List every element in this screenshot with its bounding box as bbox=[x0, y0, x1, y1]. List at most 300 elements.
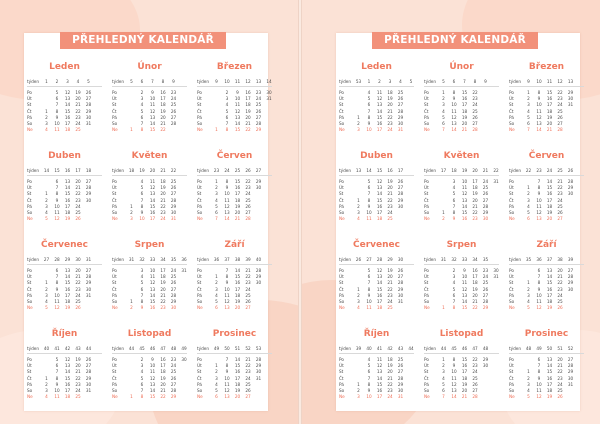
day-rows bbox=[339, 357, 414, 400]
weekday-row bbox=[112, 127, 187, 133]
week-number: 44 bbox=[440, 346, 447, 351]
day-cell: 20 bbox=[245, 114, 251, 120]
week-number: 18 bbox=[128, 168, 135, 173]
day-cell: 14 bbox=[234, 268, 241, 273]
day-rows bbox=[112, 179, 187, 222]
day-cell: 24 bbox=[557, 381, 563, 387]
day-cell: 1 bbox=[357, 286, 360, 292]
day-cell: 18 bbox=[546, 108, 553, 114]
week-number: 24 bbox=[224, 168, 230, 173]
day-cell: 7 bbox=[367, 375, 371, 381]
month-block bbox=[339, 329, 414, 418]
week-number: 29 bbox=[387, 257, 393, 262]
day-cell: 18 bbox=[546, 298, 553, 304]
month-block bbox=[509, 240, 584, 329]
day-cell: 16 bbox=[461, 96, 468, 102]
month-name: Listopad bbox=[127, 329, 172, 339]
weekday-label: Ne bbox=[27, 394, 33, 400]
day-cell: 29 bbox=[397, 381, 404, 387]
day-cell: 3 bbox=[442, 102, 445, 108]
week-number: 22 bbox=[170, 168, 177, 173]
day-cell: 9 bbox=[537, 191, 541, 197]
day-cell: 15 bbox=[234, 274, 241, 280]
weekday-label: Po bbox=[27, 357, 32, 362]
day-cell: 5 bbox=[55, 90, 59, 95]
day-cell: 5 bbox=[452, 286, 456, 292]
week-label: týden bbox=[424, 168, 437, 173]
day-cell: 18 bbox=[64, 209, 71, 215]
day-cell: 3 bbox=[442, 369, 445, 375]
day-cell: 19 bbox=[64, 305, 71, 311]
day-cell: 22 bbox=[160, 203, 166, 209]
day-cell: 8 bbox=[452, 90, 456, 95]
day-cell: 14 bbox=[376, 375, 383, 381]
weekday-row bbox=[339, 216, 414, 222]
day-cell: 30 bbox=[567, 286, 574, 292]
day-cell: 22 bbox=[557, 90, 563, 95]
day-cell: 28 bbox=[85, 102, 92, 108]
day-cell: 24 bbox=[472, 369, 478, 375]
week-number: 23 bbox=[213, 168, 220, 173]
weekday-label: So bbox=[424, 387, 430, 393]
week-label: týden bbox=[197, 79, 210, 84]
week-number: 31 bbox=[128, 257, 135, 262]
week-number-row bbox=[27, 257, 102, 263]
day-cell: 16 bbox=[472, 268, 478, 273]
day-cell: 21 bbox=[472, 203, 478, 209]
day-cell: 5 bbox=[140, 108, 144, 114]
day-cell: 3 bbox=[452, 274, 456, 280]
day-cell: 12 bbox=[149, 375, 156, 381]
week-number: 9 bbox=[215, 79, 218, 84]
day-cell: 23 bbox=[245, 280, 251, 286]
day-cell: 1 bbox=[130, 127, 133, 133]
weekday-row bbox=[509, 127, 584, 133]
weekday-label: Pá bbox=[112, 381, 117, 387]
day-cell: 8 bbox=[140, 127, 144, 133]
day-cell: 19 bbox=[160, 375, 166, 381]
day-cell: 27 bbox=[85, 96, 92, 102]
weekday-label: Út bbox=[509, 185, 514, 191]
day-cell: 18 bbox=[461, 375, 468, 381]
month-name: Březen bbox=[528, 62, 565, 72]
day-cell: 19 bbox=[234, 387, 241, 393]
week-number: 13 bbox=[355, 168, 362, 173]
month-name: Duben bbox=[360, 151, 393, 161]
day-cell: 20 bbox=[461, 387, 468, 393]
weekday-label: Út bbox=[424, 185, 429, 191]
day-cell: 20 bbox=[160, 114, 166, 120]
day-cell: 27 bbox=[85, 363, 92, 369]
day-cell: 21 bbox=[546, 127, 553, 133]
weekday-label: So bbox=[27, 387, 33, 393]
day-cell: 30 bbox=[397, 292, 404, 298]
weekday-label: Čt bbox=[509, 108, 514, 114]
day-cell: 25 bbox=[75, 127, 81, 133]
week-number: 37 bbox=[546, 257, 553, 262]
day-cell: 5 bbox=[215, 298, 218, 304]
weekday-label: St bbox=[509, 102, 514, 108]
day-cell: 25 bbox=[75, 394, 81, 400]
day-cell: 21 bbox=[160, 197, 166, 203]
week-label: týden bbox=[112, 346, 125, 351]
day-cell: 25 bbox=[245, 381, 251, 387]
day-cell: 9 bbox=[463, 268, 466, 273]
day-cell: 31 bbox=[85, 387, 92, 393]
day-cell: 11 bbox=[451, 108, 457, 114]
day-cell: 27 bbox=[567, 357, 574, 362]
weekday-label: Út bbox=[339, 274, 344, 280]
day-cell: 4 bbox=[527, 298, 530, 304]
week-number: 52 bbox=[245, 346, 251, 351]
day-cell: 5 bbox=[442, 381, 445, 387]
day-rows bbox=[27, 268, 102, 311]
weekday-label: Čt bbox=[197, 108, 202, 114]
day-cell: 19 bbox=[75, 357, 81, 362]
day-cell: 28 bbox=[567, 179, 574, 184]
day-cell: 21 bbox=[461, 127, 468, 133]
day-cell: 5 bbox=[527, 114, 530, 120]
week-number: 15 bbox=[376, 168, 383, 173]
day-cell: 28 bbox=[85, 185, 92, 191]
day-cell: 16 bbox=[64, 197, 71, 203]
weekday-row bbox=[424, 305, 499, 311]
day-cell: 30 bbox=[482, 363, 489, 369]
day-cell: 4 bbox=[527, 108, 530, 114]
day-cell: 26 bbox=[557, 305, 563, 311]
weekday-label: Po bbox=[339, 90, 344, 95]
weekday-label: Po bbox=[339, 179, 344, 184]
day-cell: 4 bbox=[367, 90, 371, 95]
day-rows bbox=[509, 179, 584, 222]
weekday-label: Út bbox=[112, 96, 117, 102]
day-cell: 5 bbox=[367, 363, 371, 369]
day-cell: 9 bbox=[537, 286, 541, 292]
day-cell: 1 bbox=[215, 179, 218, 184]
day-cell: 7 bbox=[55, 102, 59, 108]
day-cell: 10 bbox=[366, 298, 372, 304]
month-name: Únor bbox=[449, 62, 474, 72]
day-cell: 7 bbox=[225, 357, 229, 362]
day-cell: 9 bbox=[55, 381, 59, 387]
day-cell: 3 bbox=[45, 120, 48, 126]
day-cell: 2 bbox=[527, 286, 530, 292]
day-cell: 12 bbox=[376, 363, 383, 369]
week-number: 26 bbox=[245, 168, 251, 173]
week-number: 45 bbox=[139, 346, 145, 351]
day-cell: 10 bbox=[149, 363, 156, 369]
day-cell: 14 bbox=[149, 120, 156, 126]
weekday-label: Čt bbox=[27, 375, 32, 381]
day-cell: 17 bbox=[376, 127, 383, 133]
day-cell: 24 bbox=[557, 292, 563, 298]
day-cell: 24 bbox=[160, 216, 166, 222]
day-cell: 3 bbox=[130, 216, 133, 222]
day-cell: 7 bbox=[140, 387, 144, 393]
day-cell: 15 bbox=[376, 114, 383, 120]
day-cell: 7 bbox=[215, 216, 218, 222]
day-cell: 26 bbox=[170, 108, 177, 114]
weekday-label: So bbox=[509, 387, 515, 393]
day-cell: 15 bbox=[64, 108, 71, 114]
day-cell: 19 bbox=[546, 305, 553, 311]
day-cell: 28 bbox=[397, 375, 404, 381]
week-label: týden bbox=[509, 168, 522, 173]
weekday-label: Čt bbox=[339, 375, 344, 381]
day-cell: 27 bbox=[255, 114, 262, 120]
weekday-row bbox=[509, 305, 584, 311]
page-2027 bbox=[302, 0, 600, 424]
week-number-row bbox=[339, 346, 414, 352]
day-cell: 20 bbox=[387, 185, 393, 191]
day-cell: 18 bbox=[376, 216, 383, 222]
day-cell: 17 bbox=[472, 179, 478, 184]
day-cell: 11 bbox=[149, 274, 156, 280]
month-block bbox=[197, 151, 272, 240]
day-cell: 4 bbox=[215, 197, 218, 203]
header-rule bbox=[339, 86, 414, 87]
week-number: 9 bbox=[527, 79, 530, 84]
day-cell: 15 bbox=[64, 191, 71, 197]
week-number: 27 bbox=[366, 257, 372, 262]
day-cell: 25 bbox=[557, 203, 563, 209]
day-cell: 15 bbox=[64, 280, 71, 286]
day-cell: 13 bbox=[546, 357, 553, 362]
day-cell: 24 bbox=[387, 298, 393, 304]
day-cell: 30 bbox=[255, 280, 262, 286]
weekday-label: Út bbox=[509, 96, 514, 102]
day-cell: 1 bbox=[130, 298, 133, 304]
week-number: 23 bbox=[536, 168, 542, 173]
month-name: Červenec bbox=[41, 240, 88, 250]
header-rule bbox=[424, 86, 499, 87]
day-cell: 15 bbox=[461, 305, 468, 311]
weekday-label: So bbox=[27, 298, 33, 304]
day-cell: 1 bbox=[130, 394, 133, 400]
day-cell: 6 bbox=[55, 363, 59, 369]
day-cell: 11 bbox=[451, 375, 457, 381]
week-number: 17 bbox=[440, 168, 447, 173]
week-label: týden bbox=[339, 257, 352, 262]
day-cell: 21 bbox=[557, 179, 563, 184]
day-cell: 25 bbox=[75, 298, 81, 304]
day-cell: 24 bbox=[245, 375, 251, 381]
day-cell: 2 bbox=[357, 120, 360, 126]
day-cell: 30 bbox=[170, 305, 177, 311]
day-cell: 15 bbox=[546, 369, 553, 375]
day-cell: 26 bbox=[557, 394, 563, 400]
day-cell: 16 bbox=[64, 286, 71, 292]
day-cell: 15 bbox=[546, 185, 553, 191]
day-cell: 21 bbox=[245, 357, 251, 362]
week-number: 47 bbox=[160, 346, 166, 351]
day-cell: 31 bbox=[493, 179, 499, 184]
weekday-label: So bbox=[339, 120, 345, 126]
day-cell: 29 bbox=[482, 357, 489, 362]
day-cell: 6 bbox=[537, 268, 541, 273]
day-cell: 18 bbox=[387, 90, 393, 95]
weekday-label: Út bbox=[27, 96, 32, 102]
month-name: Leden bbox=[49, 62, 80, 72]
day-cell: 13 bbox=[149, 191, 156, 197]
day-cell: 30 bbox=[493, 268, 499, 273]
day-rows bbox=[197, 268, 272, 311]
month-name: Červen bbox=[528, 151, 565, 161]
day-cell: 19 bbox=[75, 90, 81, 95]
day-cell: 7 bbox=[367, 108, 371, 114]
header-rule bbox=[197, 175, 272, 176]
day-cell: 11 bbox=[224, 292, 230, 298]
day-cell: 29 bbox=[170, 203, 177, 209]
day-cell: 7 bbox=[537, 179, 541, 184]
day-cell: 17 bbox=[546, 197, 553, 203]
header-rule bbox=[424, 353, 499, 354]
week-number: 15 bbox=[54, 168, 60, 173]
day-cell: 17 bbox=[64, 203, 71, 209]
day-cell: 9 bbox=[225, 185, 229, 191]
day-cell: 10 bbox=[224, 375, 230, 381]
day-cell: 9 bbox=[225, 369, 229, 375]
day-cell: 5 bbox=[55, 357, 59, 362]
day-cell: 9 bbox=[55, 197, 59, 203]
day-cell: 10 bbox=[536, 381, 542, 387]
day-cell: 2 bbox=[45, 114, 48, 120]
day-cell: 2 bbox=[215, 280, 218, 286]
week-number-row bbox=[112, 257, 187, 263]
day-cell: 17 bbox=[461, 369, 468, 375]
week-number: 48 bbox=[482, 346, 489, 351]
day-cell: 29 bbox=[482, 209, 489, 215]
day-cell: 16 bbox=[546, 286, 553, 292]
day-cell: 6 bbox=[215, 209, 218, 215]
day-cell: 30 bbox=[181, 357, 187, 362]
day-cell: 24 bbox=[170, 268, 177, 273]
week-number: 5 bbox=[409, 79, 413, 84]
day-cell: 29 bbox=[567, 280, 574, 286]
weekday-label: Út bbox=[27, 185, 32, 191]
week-number: 40 bbox=[255, 257, 262, 262]
day-cell: 8 bbox=[367, 114, 371, 120]
day-cell: 7 bbox=[55, 369, 59, 375]
day-cell: 27 bbox=[557, 216, 563, 222]
weekday-label: Čt bbox=[27, 108, 32, 114]
week-number: 50 bbox=[546, 346, 553, 351]
weekday-label: Čt bbox=[112, 375, 117, 381]
day-cell: 3 bbox=[215, 286, 218, 292]
weekday-row bbox=[27, 127, 102, 133]
day-cell: 11 bbox=[54, 209, 60, 215]
week-number-row bbox=[424, 168, 499, 174]
weekday-label: Po bbox=[424, 179, 429, 184]
month-name: Červen bbox=[216, 151, 253, 161]
day-rows bbox=[509, 357, 584, 400]
day-cell: 12 bbox=[54, 305, 60, 311]
week-number: 31 bbox=[440, 257, 447, 262]
day-cell: 3 bbox=[357, 394, 360, 400]
day-cell: 23 bbox=[75, 114, 81, 120]
day-rows bbox=[27, 179, 102, 222]
week-number: 27 bbox=[255, 168, 262, 173]
week-number: 19 bbox=[139, 168, 145, 173]
day-cell: 15 bbox=[234, 363, 241, 369]
day-cell: 30 bbox=[567, 96, 574, 102]
day-cell: 9 bbox=[537, 96, 541, 102]
day-cell: 3 bbox=[140, 96, 144, 102]
day-cell: 23 bbox=[387, 292, 393, 298]
day-cell: 3 bbox=[215, 191, 218, 197]
week-number: 7 bbox=[151, 79, 154, 84]
day-cell: 17 bbox=[160, 268, 166, 273]
week-number: 39 bbox=[567, 257, 574, 262]
week-number: 46 bbox=[149, 346, 156, 351]
day-cell: 25 bbox=[482, 185, 489, 191]
day-cell: 13 bbox=[224, 394, 230, 400]
day-cell: 6 bbox=[442, 387, 445, 393]
day-cell: 3 bbox=[527, 197, 530, 203]
day-cell: 25 bbox=[397, 357, 404, 362]
day-cell: 13 bbox=[376, 185, 383, 191]
week-number: 24 bbox=[546, 168, 553, 173]
day-cell: 2 bbox=[225, 90, 229, 95]
month-block bbox=[27, 151, 102, 240]
day-cell: 14 bbox=[64, 185, 71, 191]
day-cell: 10 bbox=[366, 209, 372, 215]
weekday-label: Po bbox=[27, 179, 32, 184]
day-cell: 13 bbox=[224, 305, 230, 311]
day-cell: 16 bbox=[149, 305, 156, 311]
day-cell: 28 bbox=[397, 280, 404, 286]
day-cell: 1 bbox=[442, 305, 445, 311]
day-cell: 2 bbox=[527, 96, 530, 102]
day-cell: 15 bbox=[546, 90, 553, 95]
day-cell: 19 bbox=[387, 363, 393, 369]
day-cell: 20 bbox=[75, 363, 81, 369]
day-cell: 2 bbox=[45, 286, 48, 292]
day-cell: 24 bbox=[75, 387, 81, 393]
day-cell: 17 bbox=[234, 375, 241, 381]
day-cell: 28 bbox=[397, 108, 404, 114]
day-cell: 16 bbox=[234, 280, 241, 286]
day-cell: 23 bbox=[160, 209, 166, 215]
day-cell: 23 bbox=[387, 120, 393, 126]
weekday-label: Čt bbox=[112, 197, 117, 203]
header-rule bbox=[27, 353, 102, 354]
day-cell: 7 bbox=[55, 185, 59, 191]
day-cell: 23 bbox=[557, 96, 563, 102]
day-cell: 25 bbox=[170, 274, 177, 280]
week-label: týden bbox=[112, 79, 125, 84]
week-number-row bbox=[27, 79, 102, 85]
week-number: 14 bbox=[366, 168, 372, 173]
day-cell: 13 bbox=[461, 197, 468, 203]
day-cell: 30 bbox=[85, 286, 92, 292]
weekday-row bbox=[339, 127, 414, 133]
day-cell: 22 bbox=[160, 127, 166, 133]
day-cell: 23 bbox=[387, 203, 393, 209]
day-cell: 10 bbox=[149, 96, 156, 102]
day-cell: 11 bbox=[536, 203, 542, 209]
week-number: 4 bbox=[399, 79, 402, 84]
day-cell: 9 bbox=[140, 209, 144, 215]
day-cell: 8 bbox=[452, 357, 456, 362]
weekday-label: So bbox=[197, 209, 203, 215]
day-cell: 11 bbox=[54, 394, 60, 400]
day-cell: 21 bbox=[387, 108, 393, 114]
month-block bbox=[27, 62, 102, 151]
weekday-label: Čt bbox=[27, 197, 32, 203]
day-cell: 23 bbox=[245, 185, 251, 191]
day-cell: 21 bbox=[75, 102, 81, 108]
